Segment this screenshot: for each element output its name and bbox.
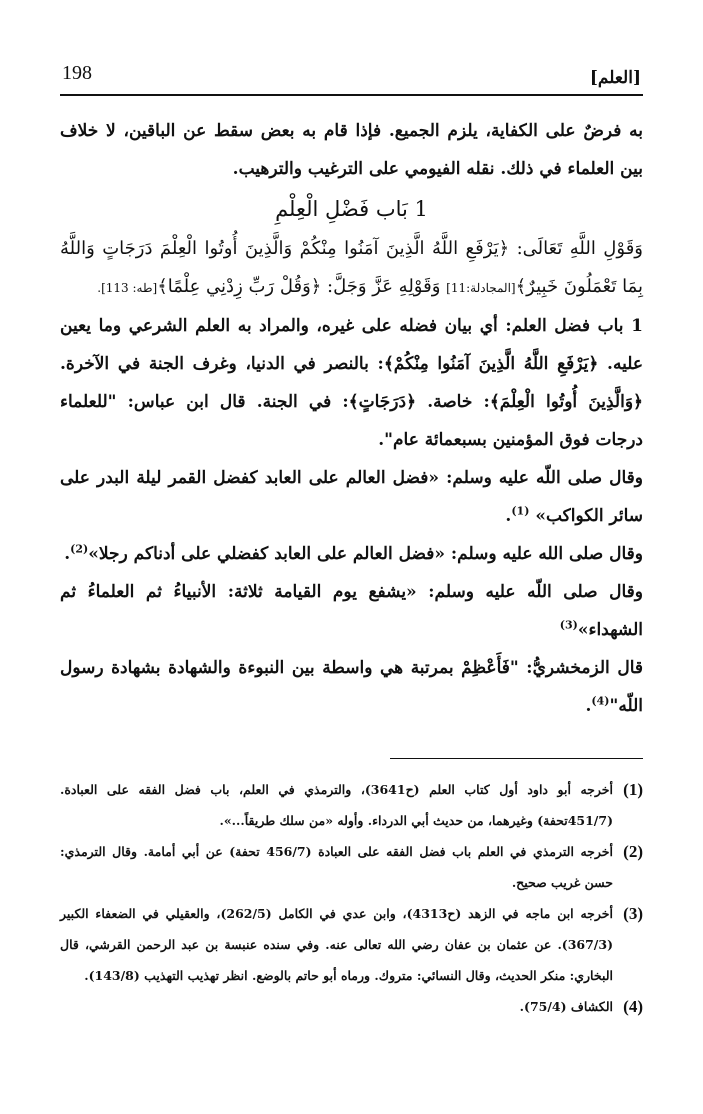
footnote-text: الكشاف (75/4). bbox=[519, 999, 613, 1014]
commentary-lead: 1 باب فضل العلم: bbox=[505, 316, 643, 336]
commentary-text: : بالنصر في الدنيا، وغرف الجنة في الآخرة. bbox=[60, 354, 384, 374]
commentary-paragraph bbox=[60, 307, 643, 459]
header-rule bbox=[60, 94, 643, 96]
main-text bbox=[60, 112, 643, 725]
footnote-marker: (3) bbox=[559, 618, 578, 632]
commentary-text: أي بيان فضله على غيره، والمراد به العلم الشرعي وما يعين عليه. bbox=[60, 316, 643, 374]
footnote-marker: (1) bbox=[511, 504, 530, 518]
hadith-paragraph bbox=[60, 573, 643, 649]
footnote-text: أخرجه ابن ماجه في الزهد (ح4313)، وابن عدي في الكامل (262/5)، والعقيلي في الضعفاء الكبير (367/3). عن عثمان بن عفان رضي الله تعالى عنه. وفي سنده عنبسة بن عبد الرحمن القرشي، قال البخاري: منكر الحديث، وقال النسائي: متروك. ورماه أبو حاتم بالوضع. انظر تهذيب التهذيب (143/8). bbox=[60, 906, 613, 983]
footnote bbox=[60, 836, 643, 898]
footnote-text: أخرجه الترمذي في العلم باب فضل الفقه على العبادة (456/7 تحفة) عن أبي أمامة. وقال الترمذي: حسن غريب صحيح. bbox=[60, 844, 613, 890]
quran-quote: ﴿وَالَّذِينَ أُوتُوا الْعِلْمَ﴾ bbox=[489, 392, 643, 412]
hadith-paragraph bbox=[60, 459, 643, 535]
footnote-text: أخرجه أبو داود أول كتاب العلم (ح3641)، والترمذي في العلم، باب فضل الفقه على العبادة. (451/7تحفة) وغيرهما، من حديث أبي الدرداء. وأوله «من سلك طريقاً...». bbox=[60, 782, 613, 828]
footnote-number: (3) bbox=[623, 904, 643, 923]
page-header bbox=[60, 52, 643, 96]
page-number: 198 bbox=[62, 62, 92, 84]
hadith-text: قال الزمخشريُّ: "فَأَعْظِمْ بمرتبة هي واسطة بين النبوءة والشهادة بشهادة رسول اللّه" bbox=[60, 658, 643, 716]
footnote bbox=[60, 774, 643, 836]
running-title: [العلم] bbox=[589, 68, 641, 88]
footnote-number: (4) bbox=[623, 997, 643, 1016]
hadith-end: . bbox=[505, 506, 512, 526]
footnotes bbox=[60, 774, 643, 1022]
verse-text: وَقَوْلِهِ عَزَّ وَجَلَّ: ﴿وَقُلْ رَبِّ زِدْنِي عِلْمًا﴾ bbox=[157, 276, 447, 297]
hadith-text: وقال صلى اللّه عليه وسلم: «يشفع يوم القيامة ثلاثة: الأنبياءُ ثم العلماءُ ثم الشهداء» bbox=[60, 582, 643, 640]
footnote-number: (1) bbox=[623, 780, 643, 799]
footnote-number: (2) bbox=[623, 842, 643, 861]
footnote bbox=[60, 898, 643, 991]
chapter-title: 1 بَاب فَضْلِ الْعِلْمِ bbox=[275, 197, 428, 221]
hadith-text: وقال صلى الله عليه وسلم: «فضل العالم على العابد كفضلي على أدناكم رجلا» bbox=[88, 544, 643, 564]
footnote-marker: (4) bbox=[591, 694, 610, 708]
footnote-marker: (2) bbox=[70, 542, 89, 556]
verse-reference: [المجادلة:11] bbox=[446, 281, 516, 295]
quran-quote: ﴿دَرَجَاتٍ﴾ bbox=[348, 392, 417, 412]
commentary-text: : خاصة. bbox=[416, 392, 490, 412]
verse-reference: [طه: 113]. bbox=[97, 281, 158, 295]
hadith-text: وقال صلى اللّه عليه وسلم: «فضل العالم على العابد كفضل القمر ليلة البدر على سائر الكواكب» bbox=[60, 468, 643, 526]
quran-quote: ﴿يَرْفَعِ اللَّهُ الَّذِينَ آمَنُوا مِنْكُمْ﴾ bbox=[383, 354, 599, 374]
chapter-verses bbox=[60, 230, 643, 307]
commentary-text: : في الجنة. قال ابن عباس: "للعلماء درجات فوق المؤمنين بسبعمائة عام". bbox=[60, 392, 643, 450]
footnote bbox=[60, 991, 643, 1022]
hadith-end: . bbox=[585, 696, 592, 716]
intro-paragraph: به فرضٌ على الكفاية، يلزم الجميع. فإذا قام به بعض سقط عن الباقين، لا خلاف بين العلماء في ذلك. نقله الفيومي على الترغيب والترهيب. bbox=[60, 121, 643, 179]
hadith-end: . bbox=[64, 544, 71, 564]
hadith-paragraph bbox=[60, 649, 643, 725]
verse-text: وَقَوْلِ اللَّهِ تَعَالَى: ﴿يَرْفَعِ اللَّهُ الَّذِينَ آمَنُوا مِنْكُمْ وَالَّذِينَ أُوتُوا الْعِلْمَ دَرَجَاتٍ وَاللَّهُ بِمَا تَعْمَلُونَ خَبِيرٌ﴾ bbox=[60, 238, 643, 297]
footnote-separator bbox=[390, 758, 643, 759]
hadith-paragraph bbox=[60, 535, 643, 573]
